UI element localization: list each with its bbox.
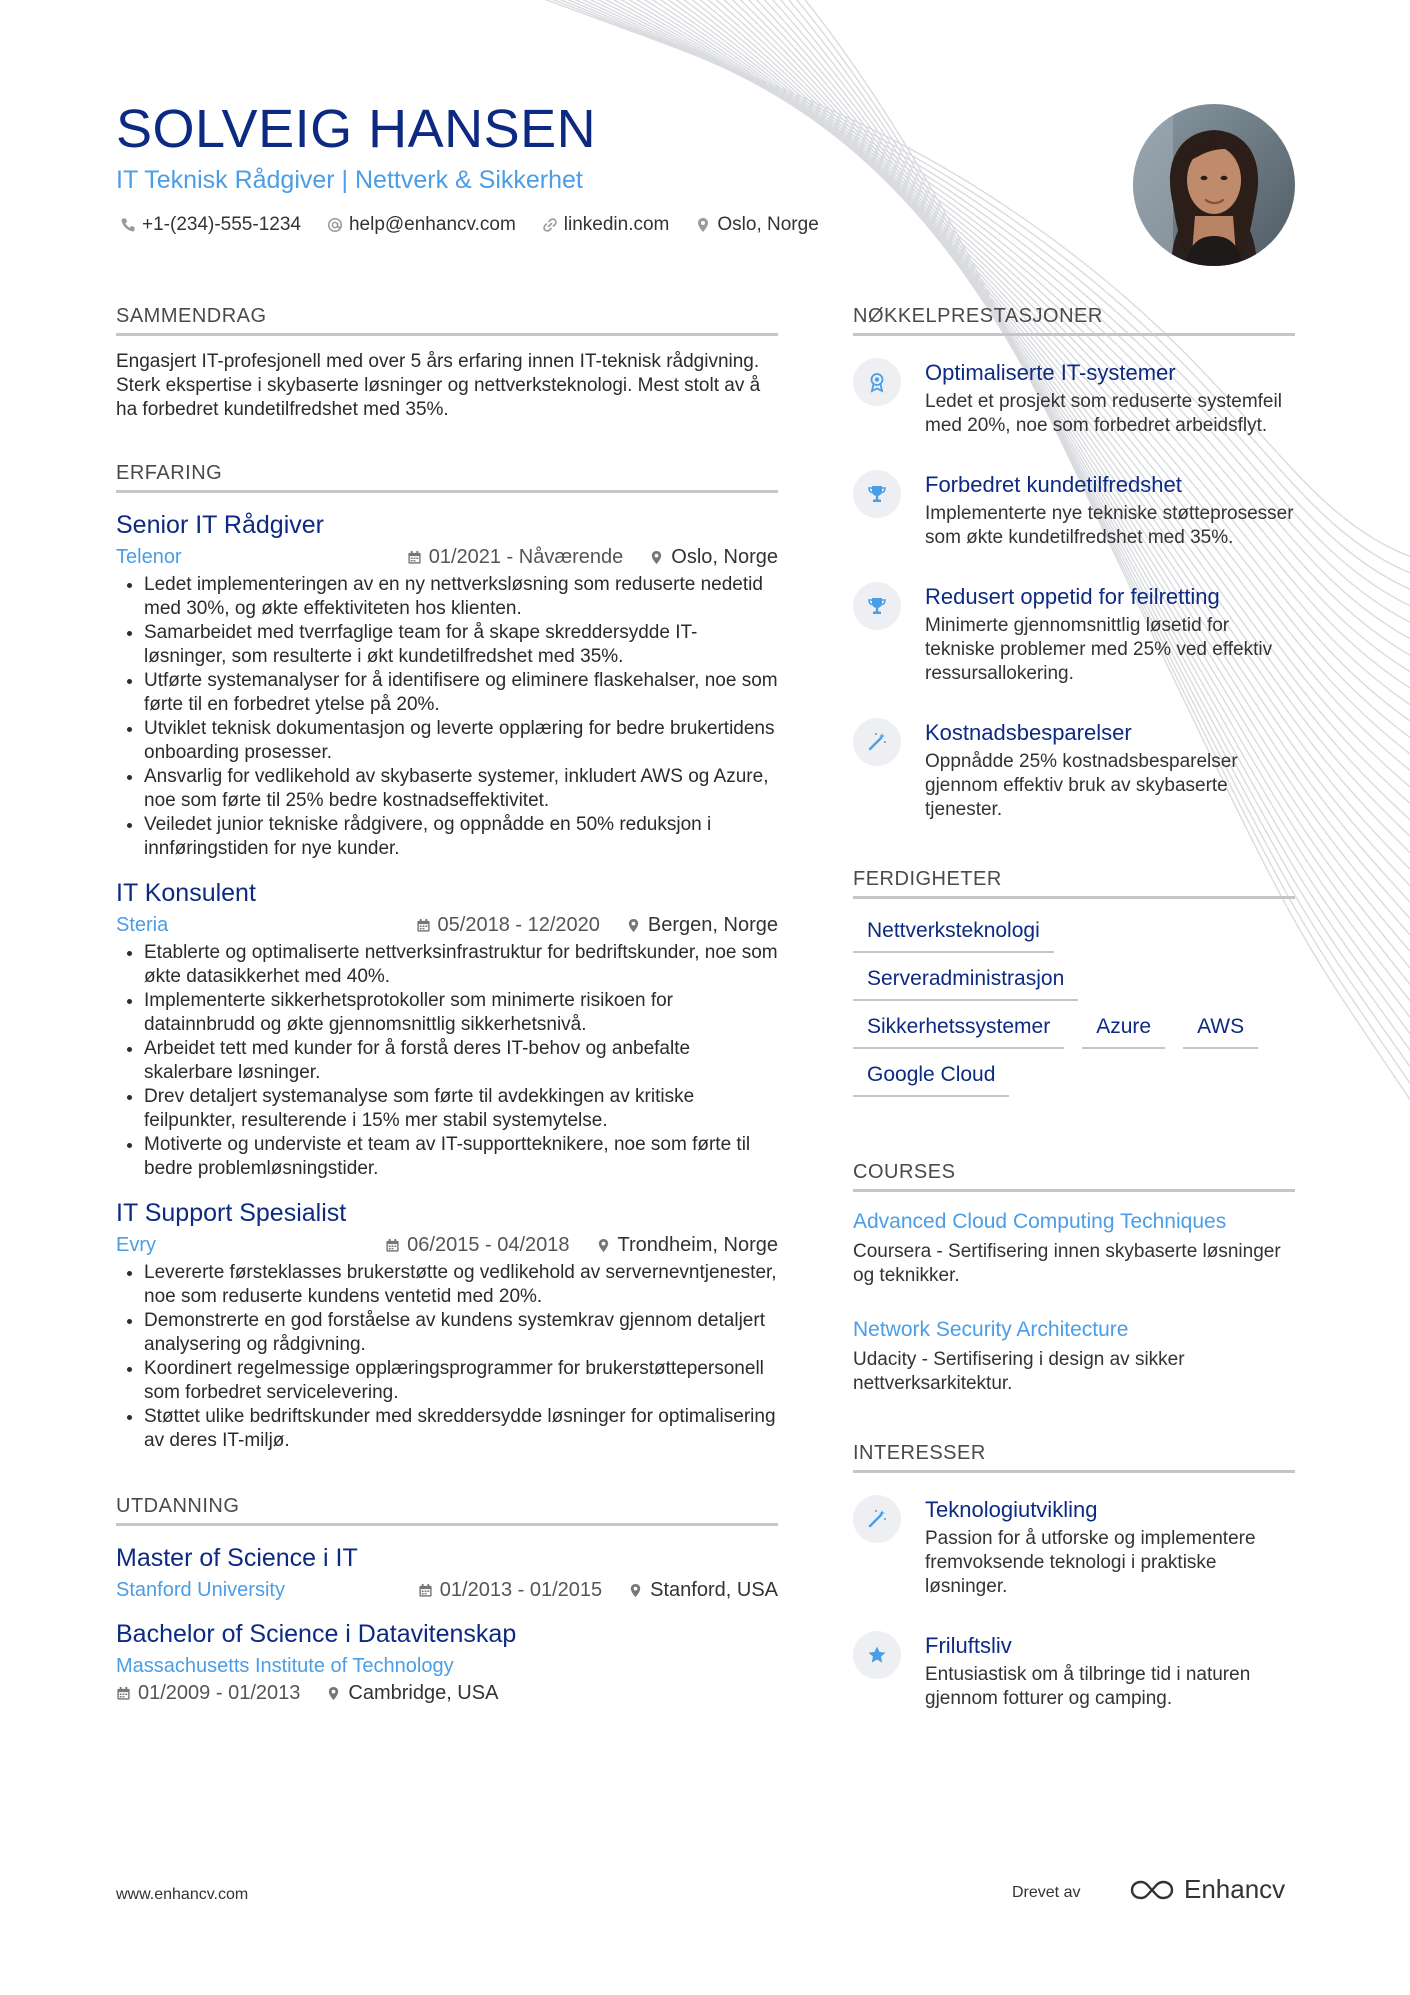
- course-description: Udacity - Sertifisering i design av sikker nettverksarkitektur.: [853, 1349, 1185, 1394]
- trophy-icon: [866, 595, 888, 617]
- job-title: Senior IT Rådgiver: [116, 511, 324, 539]
- education-location: [628, 1579, 778, 1602]
- candidate-name: SOLVEIG HANSEN: [116, 99, 597, 159]
- course-entry: [853, 1318, 1295, 1396]
- job-location: [596, 1234, 778, 1257]
- job-bullets: [116, 941, 778, 1181]
- section-title-skills: FERDIGHETER: [853, 868, 1295, 899]
- course-title: Advanced Cloud Computing Techniques: [853, 1210, 1227, 1233]
- skill-tag: Nettverksteknologi: [853, 919, 1054, 953]
- job-bullets: [116, 1261, 778, 1453]
- education-meta: [116, 1579, 778, 1602]
- bullet-item: • Levererte førsteklasses brukerstøtte og vedlikehold av servernevntjenester, noe som reduserte kundens ventetid med 20%.: [144, 1261, 778, 1309]
- job-location: [626, 914, 778, 937]
- icon-badge: [853, 1495, 901, 1543]
- job-dates-text: 06/2015 - 04/2018: [407, 1234, 570, 1256]
- experience-entry: [116, 511, 778, 861]
- right-column: [853, 305, 1295, 1711]
- achievement: [853, 358, 1295, 438]
- achievement-title: Kostnadsbesparelser: [925, 720, 1132, 745]
- bullet-item: • Arbeidet tett med kunder for å forstå deres IT-behov og anbefalte skalerbare løsninger.: [144, 1037, 778, 1085]
- summary-text: Engasjert IT-profesjonell med over 5 års erfaring innen IT-teknisk rådgivning. Sterk ekspertise i skybaserte løsninger og nettverksteknologi. Mest stolt av å ha forbedret kundetilfredshet med 35%.: [116, 351, 761, 420]
- bullet-item: • Samarbeidet med tverrfaglige team for å skape skreddersydde IT-løsninger, som resulterte i økt kundetilfredshet med 35%.: [144, 621, 778, 669]
- email-text: help@enhancv.com: [348, 214, 516, 235]
- enhancv-logo-icon: [1130, 1879, 1174, 1901]
- job-meta: [116, 546, 778, 569]
- education-dates-text: 01/2013 - 01/2015: [439, 1579, 603, 1601]
- calendar-icon: [385, 1238, 400, 1253]
- contact-email[interactable]: [327, 214, 516, 236]
- icon-badge: [853, 470, 901, 518]
- bullet-item: • Utførte systemanalyser for å identifisere og eliminere flaskehalser, noe som førte til en forbedret ytelse på 20%.: [144, 669, 778, 717]
- contact-location: [695, 214, 818, 236]
- achievement-body: [925, 718, 1295, 822]
- section-title-interests: INTERESSER: [853, 1442, 1295, 1473]
- education-location-text: Cambridge, USA: [348, 1682, 499, 1704]
- job-dates: [416, 914, 600, 937]
- interest-description: Entusiastisk om å tilbringe tid i naturen gjennom fotturer og camping.: [925, 1664, 1251, 1709]
- bullet-item: • Veiledet junior tekniske rådgivere, og oppnådde en 50% reduksjon i innføringstiden for nye kunder.: [144, 813, 778, 861]
- company-name: Telenor: [116, 546, 182, 568]
- footer-url[interactable]: www.enhancv.com: [116, 1886, 249, 1903]
- experience-entry: [116, 879, 778, 1181]
- achievement-body: [925, 470, 1295, 550]
- bullet-item: • Støttet ulike bedriftskunder med skreddersydde løsninger for optimalisering av deres IT-miljø.: [144, 1405, 778, 1453]
- job-meta: [116, 914, 778, 937]
- company-name: Evry: [116, 1234, 156, 1256]
- brand-name: Enhancv: [1184, 1874, 1286, 1904]
- achievement: [853, 718, 1295, 822]
- at-icon: [327, 217, 343, 233]
- school-name: Massachusetts Institute of Technology: [116, 1655, 454, 1677]
- skill-tag: Azure: [1082, 1015, 1165, 1049]
- job-meta: [116, 1234, 778, 1257]
- education-dates: [116, 1682, 300, 1705]
- trophy-icon: [866, 483, 888, 505]
- phone-text: +1-(234)-555-1234: [142, 214, 301, 235]
- linkedin-text: linkedin.com: [563, 214, 670, 235]
- school-name: Stanford University: [116, 1579, 285, 1601]
- skill-tag: Sikkerhetssystemer: [853, 1015, 1064, 1049]
- calendar-icon: [416, 918, 431, 933]
- education-location-text: Stanford, USA: [650, 1579, 778, 1601]
- degree-title: Bachelor of Science i Datavitenskap: [116, 1620, 517, 1648]
- calendar-icon: [116, 1686, 131, 1701]
- interest-description: Passion for å utforske og implementere fremvoksende teknologi i praktiske løsninger.: [925, 1528, 1256, 1597]
- section-title-summary: SAMMENDRAG: [116, 305, 778, 336]
- location-text: Oslo, Norge: [717, 214, 819, 235]
- skill-row: [853, 1015, 1295, 1049]
- location-pin-icon: [626, 918, 641, 933]
- job-title: IT Konsulent: [116, 879, 256, 907]
- bullet-item: • Utviklet teknisk dokumentasjon og leverte opplæring for bedre brukertidens onboarding prosesser.: [144, 717, 778, 765]
- achievement-title: Forbedret kundetilfredshet: [925, 472, 1182, 497]
- link-icon: [542, 217, 558, 233]
- experience-list: [116, 511, 778, 1453]
- company-name: Steria: [116, 914, 169, 936]
- calendar-icon: [407, 550, 422, 565]
- skill-row: [853, 919, 1295, 953]
- phone-icon: [120, 217, 136, 233]
- experience-entry: [116, 1199, 778, 1453]
- skill-tag: Serveradministrasjon: [853, 967, 1078, 1001]
- location-pin-icon: [695, 217, 711, 233]
- interest-body: [925, 1631, 1295, 1711]
- location-pin-icon: [649, 550, 664, 565]
- bullet-item: • Motiverte og underviste et team av IT-supportteknikere, noe som førte til bedre problemløsningstider.: [144, 1133, 778, 1181]
- contact-linkedin[interactable]: [542, 214, 670, 236]
- bullet-item: • Drev detaljert systemanalyse som førte til avdekkingen av kritiske feilpunkter, resulterende i 15% mer stabil systemytelse.: [144, 1085, 778, 1133]
- profile-photo: [1133, 104, 1295, 266]
- icon-badge: [853, 718, 901, 766]
- course-entry: [853, 1210, 1295, 1288]
- achievement-title: Redusert oppetid for feilretting: [925, 584, 1220, 609]
- contact-bar: [120, 214, 819, 236]
- job-dates: [407, 546, 624, 569]
- education-list: [116, 1544, 778, 1705]
- skill-list: [853, 919, 1295, 1097]
- icon-badge: [853, 358, 901, 406]
- icon-badge: [853, 1631, 901, 1679]
- job-location: [649, 546, 778, 569]
- candidate-title: IT Teknisk Rådgiver | Nettverk & Sikkerhet: [116, 166, 583, 194]
- powered-by-label: Drevet av: [1012, 1884, 1081, 1901]
- course-description: Coursera - Sertifisering innen skybaserte løsninger og teknikker.: [853, 1241, 1281, 1286]
- interest: [853, 1495, 1295, 1599]
- education-location: [326, 1682, 498, 1705]
- bullet-item: • Demonstrerte en god forståelse av kundens systemkrav gjennom detaljert analysering og rådgivning.: [144, 1309, 778, 1357]
- section-title-education: UTDANNING: [116, 1495, 778, 1526]
- bullet-item: • Etablerte og optimaliserte nettverksinfrastruktur for bedriftskunder, noe som økte datasikkerhet med 40%.: [144, 941, 778, 989]
- section-title-experience: ERFARING: [116, 462, 778, 493]
- education-entry: [116, 1620, 778, 1705]
- icon-badge: [853, 582, 901, 630]
- interest-title: Friluftsliv: [925, 1633, 1012, 1658]
- education-dates: [418, 1579, 602, 1602]
- achievement-list: [853, 358, 1295, 822]
- skill-tag: AWS: [1183, 1015, 1258, 1049]
- achievement-description: Minimerte gjennomsnittlig løsetid for tekniske problemer med 25% ved effektiv ressursallokering.: [925, 615, 1273, 684]
- achievement-description: Oppnådde 25% kostnadsbesparelser gjennom effektiv bruk av skybaserte tjenester.: [925, 751, 1238, 820]
- location-pin-icon: [596, 1238, 611, 1253]
- course-title: Network Security Architecture: [853, 1318, 1129, 1341]
- job-dates-text: 01/2021 - Nåværende: [428, 546, 624, 568]
- education-meta: [116, 1682, 778, 1705]
- brand-logo[interactable]: [1130, 1874, 1285, 1905]
- achievement-description: Implementerte nye tekniske støtteprosesser som økte kundetilfredshet med 35%.: [925, 503, 1294, 548]
- skill-row: [853, 1063, 1295, 1097]
- location-pin-icon: [628, 1583, 643, 1598]
- section-title-achievements: NØKKELPRESTASJONER: [853, 305, 1295, 336]
- job-location-text: Oslo, Norge: [671, 546, 778, 568]
- bullet-item: • Implementerte sikkerhetsprotokoller som minimerte risikoen for datainnbrudd og økte gjennomsnittlig sikkerhetsnivå.: [144, 989, 778, 1037]
- skill-tag: Google Cloud: [853, 1063, 1009, 1097]
- interest-title: Teknologiutvikling: [925, 1497, 1098, 1522]
- location-pin-icon: [326, 1686, 341, 1701]
- contact-phone: [120, 214, 301, 236]
- skill-row: [853, 967, 1295, 1001]
- calendar-icon: [418, 1583, 433, 1598]
- course-list: [853, 1210, 1295, 1396]
- section-title-courses: COURSES: [853, 1161, 1295, 1192]
- award-icon: [866, 371, 888, 393]
- portrait-image: [1133, 104, 1295, 266]
- job-dates-text: 05/2018 - 12/2020: [437, 914, 600, 936]
- interest-list: [853, 1495, 1295, 1711]
- interest-body: [925, 1495, 1295, 1599]
- bullet-item: • Ledet implementeringen av en ny nettverksløsning som reduserte nedetid med 30%, og økte effektiviteten hos klienten.: [144, 573, 778, 621]
- interest: [853, 1631, 1295, 1711]
- left-column: [116, 305, 778, 1705]
- bullet-item: • Ansvarlig for vedlikehold av skybaserte systemer, inkludert AWS og Azure, noe som førte til 25% bedre kostnadseffektivitet.: [144, 765, 778, 813]
- star-icon: [866, 1644, 888, 1666]
- achievement-body: [925, 358, 1295, 438]
- education-entry: [116, 1544, 778, 1602]
- achievement-description: Ledet et prosjekt som reduserte systemfeil med 20%, noe som forbedret arbeidsflyt.: [925, 391, 1282, 436]
- job-location-text: Bergen, Norge: [647, 914, 778, 936]
- achievement-body: [925, 582, 1295, 686]
- education-dates-text: 01/2009 - 01/2013: [138, 1682, 301, 1704]
- achievement-title: Optimaliserte IT-systemer: [925, 360, 1176, 385]
- achievement: [853, 582, 1295, 686]
- bullet-item: • Koordinert regelmessige opplæringsprogrammer for brukerstøttepersonell som forbedret servicelevering.: [144, 1357, 778, 1405]
- degree-title: Master of Science i IT: [116, 1544, 358, 1572]
- job-dates: [385, 1234, 569, 1257]
- job-title: IT Support Spesialist: [116, 1199, 347, 1227]
- magic-wand-icon: [866, 1508, 888, 1530]
- job-location-text: Trondheim, Norge: [617, 1234, 778, 1256]
- achievement: [853, 470, 1295, 550]
- magic-wand-icon: [866, 731, 888, 753]
- job-bullets: [116, 573, 778, 861]
